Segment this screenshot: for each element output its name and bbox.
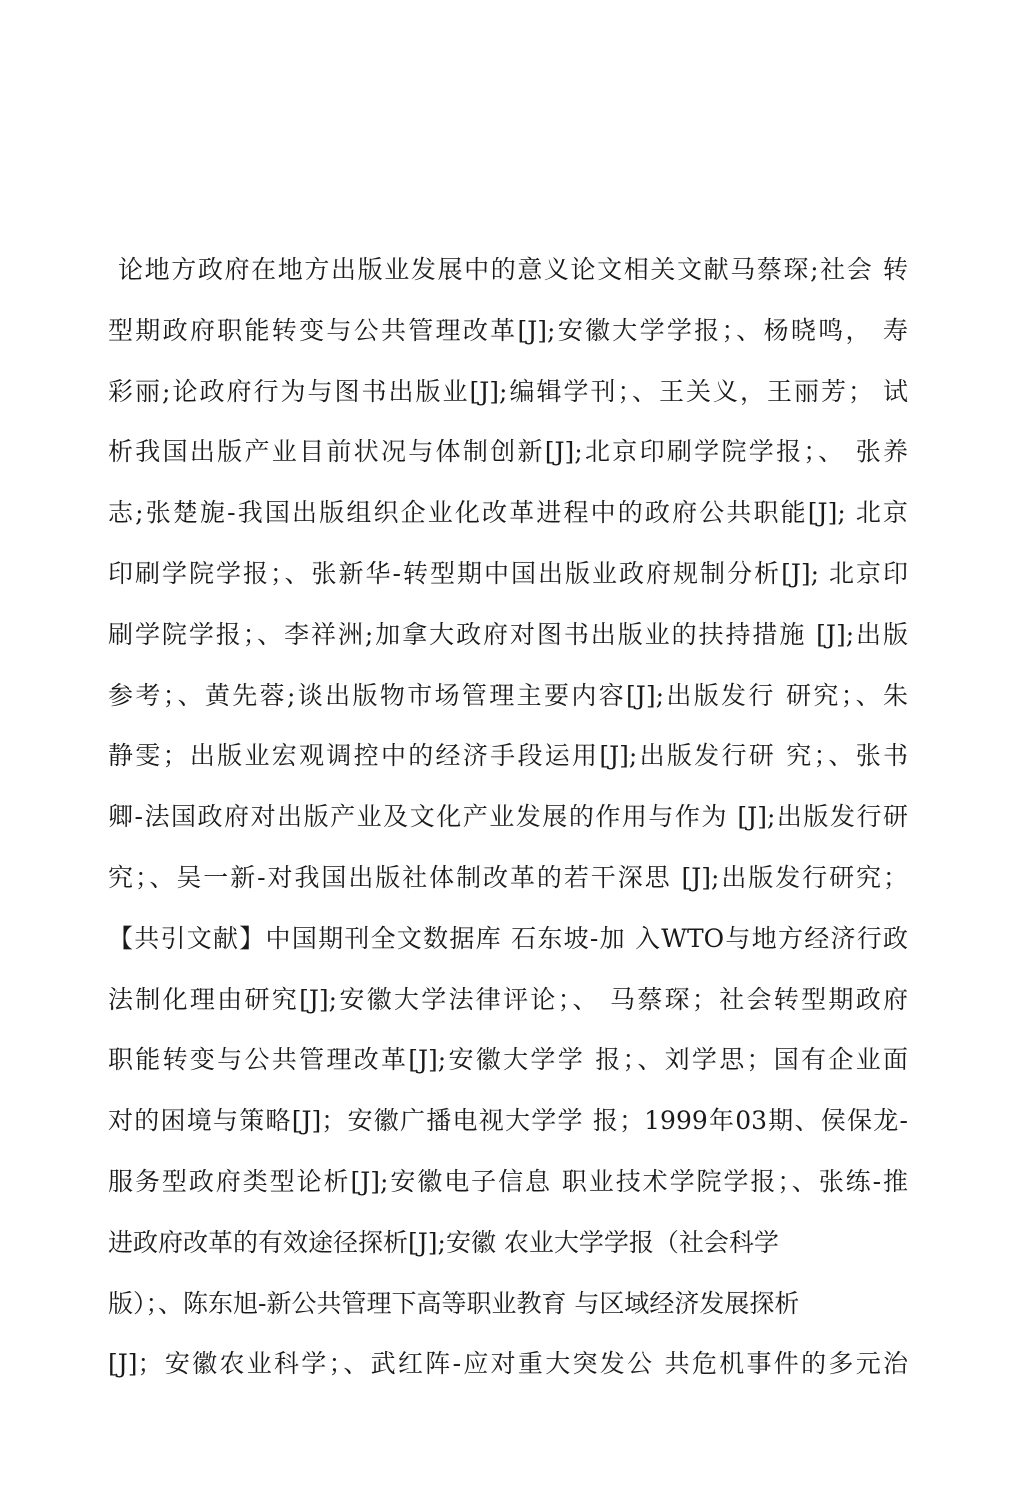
text-line: [J]；安徽农业科学；、武红阵-应对重大突发公 共危机事件的多元治 bbox=[108, 1349, 908, 1379]
text-line: 静雯；出版业宏观调控中的经济手段运用[J];出版发行研 究；、张书 bbox=[108, 741, 908, 771]
text-line: 析我国出版产业目前状况与体制创新[J];北京印刷学院学报；、 张养 bbox=[108, 437, 908, 467]
text-line: 论地方政府在地方出版业发展中的意义论文相关文献马蔡琛;社会 转 bbox=[118, 255, 908, 284]
text-line: 彩丽;论政府行为与图书出版业[J];编辑学刊；、王关义，王丽芳； 试 bbox=[108, 376, 908, 406]
text-line: 【共引文献】中国期刊全文数据库 石东坡-加 入WTO与地方经济行政 bbox=[108, 923, 908, 953]
text-line: 印刷学院学报；、张新华-转型期中国出版业政府规制分析[J]; 北京印 bbox=[108, 558, 908, 588]
text-line: 对的困境与策略[J]；安徽广播电视大学学 报；1999年03期、侯保龙- bbox=[108, 1106, 908, 1136]
text-line: 法制化理由研究[J];安徽大学法律评论；、 马蔡琛；社会转型期政府 bbox=[108, 984, 908, 1014]
text-line: 版）；、陈东旭-新公共管理下高等职业教育 与区域经济发展探析 bbox=[108, 1288, 800, 1318]
text-line: 参考；、黄先蓉;谈出版物市场管理主要内容[J];出版发行 研究；、朱 bbox=[108, 680, 908, 710]
text-line: 究；、吴一新-对我国出版社体制改革的若干深思 [J];出版发行研究； bbox=[108, 862, 908, 892]
body-text bbox=[108, 247, 908, 1402]
text-line: 志;张楚旎-我国出版组织企业化改革进程中的政府公共职能[J]; 北京 bbox=[108, 498, 908, 528]
text-line: 进政府改革的有效途径探析[J];安徽 农业大学学报（社会科学 bbox=[108, 1227, 779, 1257]
text-line: 型期政府职能转变与公共管理改革[J];安徽大学学报；、杨晓鸣， 寿 bbox=[108, 315, 908, 345]
text-line: 卿-法国政府对出版产业及文化产业发展的作用与作为 [J];出版发行研 bbox=[108, 802, 908, 832]
text-line: 刷学院学报；、李祥洲;加拿大政府对图书出版业的扶持措施 [J];出版 bbox=[108, 619, 908, 649]
text-line: 职能转变与公共管理改革[J];安徽大学学 报；、刘学思；国有企业面 bbox=[108, 1045, 908, 1075]
text-line: 服务型政府类型论析[J];安徽电子信息 职业技术学院学报；、张练-推 bbox=[108, 1166, 908, 1196]
